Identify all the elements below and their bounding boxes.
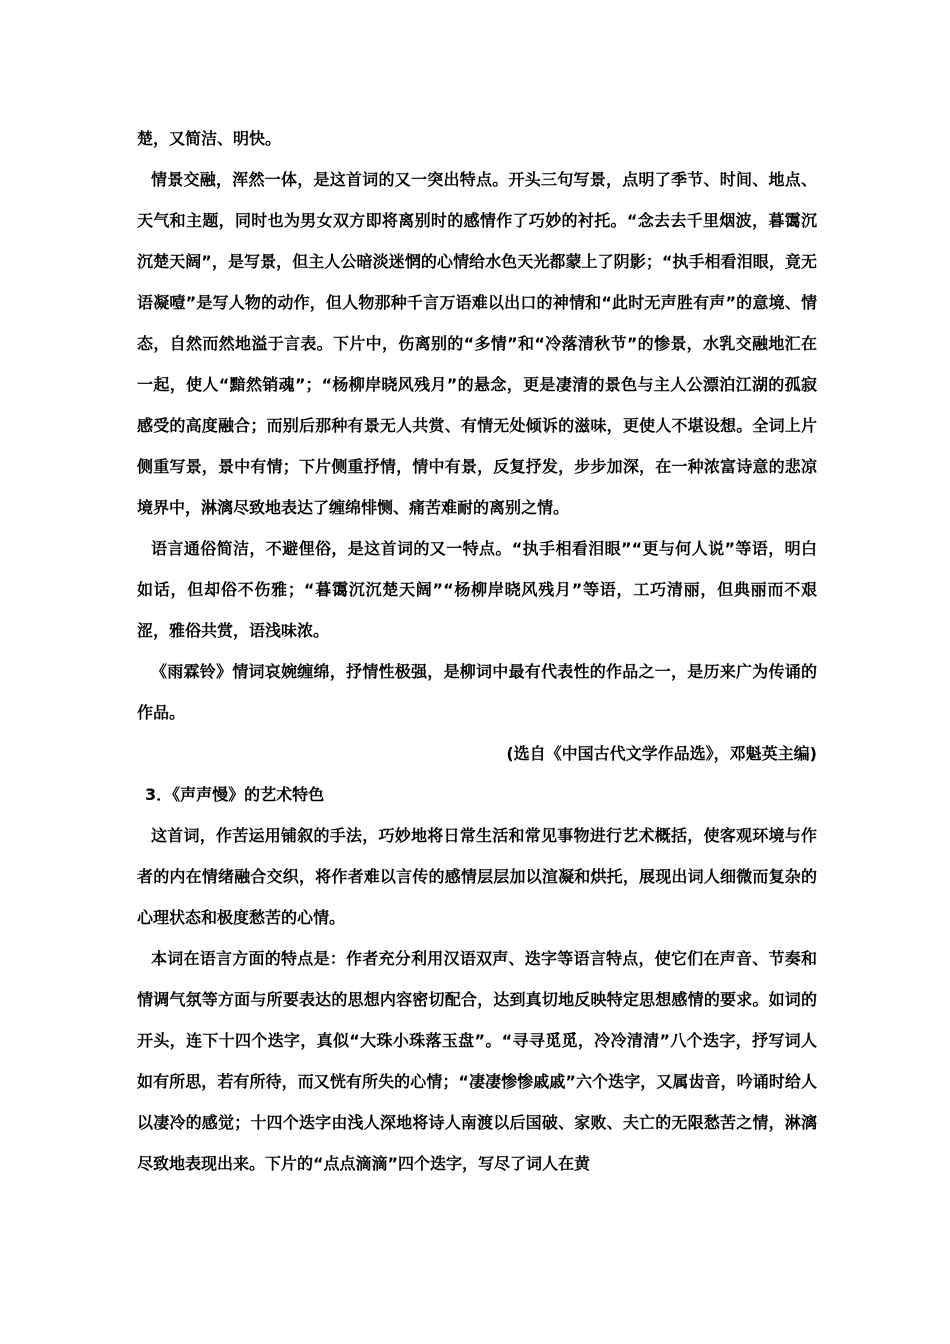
- paragraph-continuation: 楚，又简洁、明快。: [137, 129, 282, 148]
- paragraph-technique: 这首词，作苦运用铺叙的手法，巧妙地将日常生活和常见事物进行艺术概括，使客观环境与作者的内在情绪融合交织，将作者难以言传的感情层层加以渲凝和烘托，展现出词人细微而复杂的心理状态和极度愁苦的心情。: [137, 826, 817, 927]
- paragraph-scene-emotion: 情景交融，浑然一体，是这首词的又一突出特点。开头三句写景，点明了季节、时间、地点、天气和主题，同时也为男女双方即将离别时的感情作了巧妙的衬托。“念去去千里烟波，暮霭沉沉楚天阔”，是写景，但主人公暗淡迷惘的心情给水色天光都蒙上了阴影；“执手相看泪眼，竟无语凝噎”是写人物的动作，但人物那种千言万语难以出口的神情和“此时无声胜有声”的意境、情态，自然而然地溢于言表。下片中，伤离别的“多情”和“冷落清秋节”的惨景，水乳交融地汇在一起，使人“黯然销魂”；“杨柳岸晓风残月”的悬念，更是凄清的景色与主人公漂泊江湖的孤寂感受的高度融合；而别后那种有景无人共赏、有情无处倾诉的滋味，更使人不堪设想。全词上片侧重写景，景中有情；下片侧重抒情，情中有景，反复抒发，步步加深，在一种浓富诗意的悲凉境界中，淋漓尽致地表达了缠绵悱恻、痛苦难耐的离别之情。: [137, 170, 817, 517]
- paragraph-language: 语言通俗简洁，不避俚俗，是这首词的又一特点。“执手相看泪眼”“更与何人说”等语，明白如话，但却俗不伤雅；“暮霭沉沉楚天阔”“杨柳岸晓风残月”等语，工巧清丽，但典丽而不艰涩，雅俗共赏，语浅味浓。: [137, 539, 817, 640]
- paragraph-language-features: 本词在语言方面的特点是：作者充分利用汉语双声、迭字等语言特点，使它们在声音、节奏和情调气氛等方面与所要表达的思想内容密切配合，达到真切地反映特定思想感情的要求。如词的开头，连下十四个迭字，真似“大珠小珠落玉盘”。“寻寻觅觅，冷冷清清”八个迭字，抒写词人如有所思，若有所待，而又恍有所失的心情；“凄凄惨惨戚戚”六个迭字，又属齿音，吟诵时给人以凄冷的感觉；十四个迭字由浅人深地将诗人南渡以后国破、家败、夫亡的无限愁苦之情，淋漓尽致地表现出来。下片的“点点滴滴”四个迭字，写尽了词人在黄: [137, 949, 817, 1173]
- source-citation: (选自《中国古代文学作品选》，邓魁英主编): [506, 744, 817, 763]
- section-heading: 3．《声声慢》的艺术特色: [145, 785, 325, 804]
- paragraph-summary: 《雨霖铃》情词哀婉缠绵，抒情性极强，是柳词中最有代表性的作品之一，是历来广为传诵的作品。: [137, 662, 817, 722]
- document-body: [137, 118, 817, 1184]
